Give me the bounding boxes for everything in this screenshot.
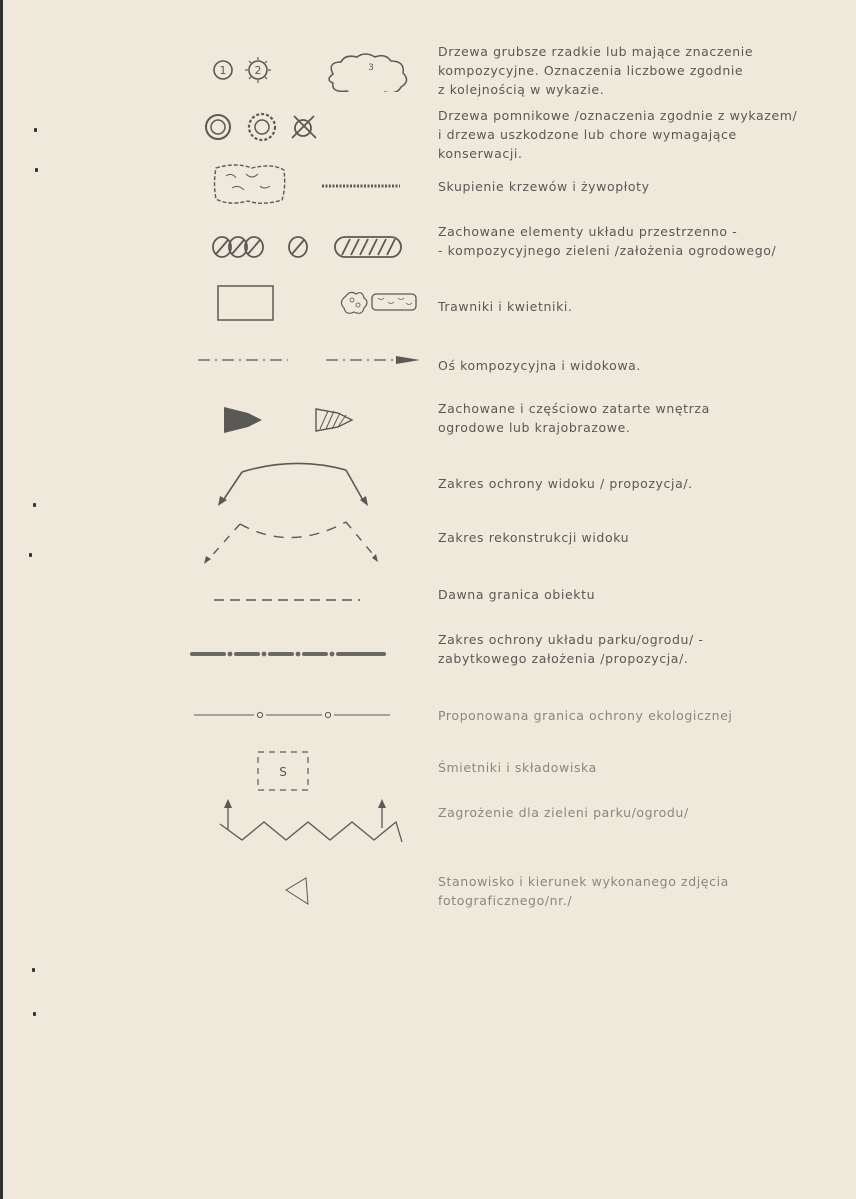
camera-direction-icon	[282, 874, 322, 910]
tree-number-2: 2	[254, 64, 262, 77]
legend-text-shrubs: Skupienie krzewów i żywopłoty	[438, 179, 650, 194]
scan-speck	[29, 553, 32, 557]
dump-symbol	[254, 748, 314, 796]
interior-symbols	[220, 405, 360, 435]
scan-speck	[35, 168, 38, 172]
photo-position-symbol	[282, 874, 322, 910]
legend-text-ecological-boundary: Proponowana granica ochrony ekologicznej	[438, 708, 733, 723]
dash-dot-arrow-icon	[196, 350, 426, 370]
legend-text-dumps: Śmietniki i składowiska	[438, 760, 597, 775]
legend-text-monument-trees: Drzewa pomnikowe /oznaczenia zgodnie z wykazem/ i drzewa uszkodzone lub chore wymagające konserwacji.	[438, 108, 798, 161]
legend-text-preserved-elements: Zachowane elementy układu przestrzenno - - kompozycyjnego zieleni /założenia ogrodowego/	[438, 224, 777, 258]
ecological-boundary-symbol	[192, 708, 392, 722]
legend-text-axis: Oś kompozycyjna i widokowa.	[438, 358, 642, 373]
legend-text-photo-position: Stanowisko i kierunek wykonanego zdjęcia fotograficznego/nr./	[438, 874, 729, 908]
lawn-symbols	[216, 284, 426, 324]
shrub-cluster-icon	[212, 160, 412, 206]
legend-text-view-protection: Zakres ochrony widoku / propozycja/.	[438, 476, 693, 491]
legend-text-former-boundary: Dawna granica obiektu	[438, 587, 596, 602]
threat-symbol	[218, 798, 408, 846]
monument-tree-icon	[200, 110, 340, 146]
view-reconstruction-symbols	[200, 518, 380, 566]
tree-circles-icon	[205, 52, 435, 92]
thick-dash-dot-line-icon	[188, 647, 388, 661]
scan-speck	[33, 503, 36, 507]
hatched-oval-icon	[210, 232, 410, 262]
monument-tree-symbols	[200, 110, 340, 146]
preserved-elements-symbols	[210, 232, 410, 262]
former-boundary-symbol	[212, 594, 362, 606]
view-protection-symbols	[214, 458, 374, 510]
line-with-circles-icon	[192, 708, 392, 722]
hatched-arrow-icon	[220, 405, 360, 435]
legend-text-park-protection: Zakres ochrony układu parku/ogrodu/ - zabytkowego założenia /propozycja/.	[438, 632, 704, 666]
scan-speck	[32, 968, 35, 972]
scan-speck	[33, 1012, 36, 1016]
view-arc-icon	[214, 458, 374, 510]
dashed-square-icon	[254, 748, 314, 796]
legend-text-trees: Drzewa grubsze rzadkie lub mające znaczenie kompozycyjne. Oznaczenia liczbowe zgodnie z kolejnością w wykazie.	[438, 44, 754, 97]
scan-left-edge	[0, 0, 3, 1199]
legend-text-threat: Zagrożenie dla zieleni parku/ogrodu/	[438, 805, 689, 820]
legend-text-interiors: Zachowane i częściowo zatarte wnętrza ogrodowe lub krajobrazowe.	[438, 401, 710, 435]
park-protection-symbol	[188, 647, 388, 661]
axis-symbols	[196, 350, 426, 370]
dump-letter: S	[279, 765, 287, 779]
legend-text-lawns: Trawniki i kwietniki.	[438, 299, 573, 314]
tree-number-1: 1	[219, 64, 227, 77]
shrub-symbols	[212, 160, 412, 206]
lawn-rectangle-icon	[216, 284, 426, 324]
tree-symbols	[205, 52, 435, 92]
tree-number-3: 3	[368, 63, 374, 73]
dashed-view-arc-icon	[200, 518, 380, 566]
legend-text-view-reconstruction: Zakres rekonstrukcji widoku	[438, 530, 630, 545]
zigzag-arrows-icon	[218, 798, 408, 846]
scan-speck	[34, 128, 37, 132]
dashed-line-icon	[212, 594, 362, 606]
